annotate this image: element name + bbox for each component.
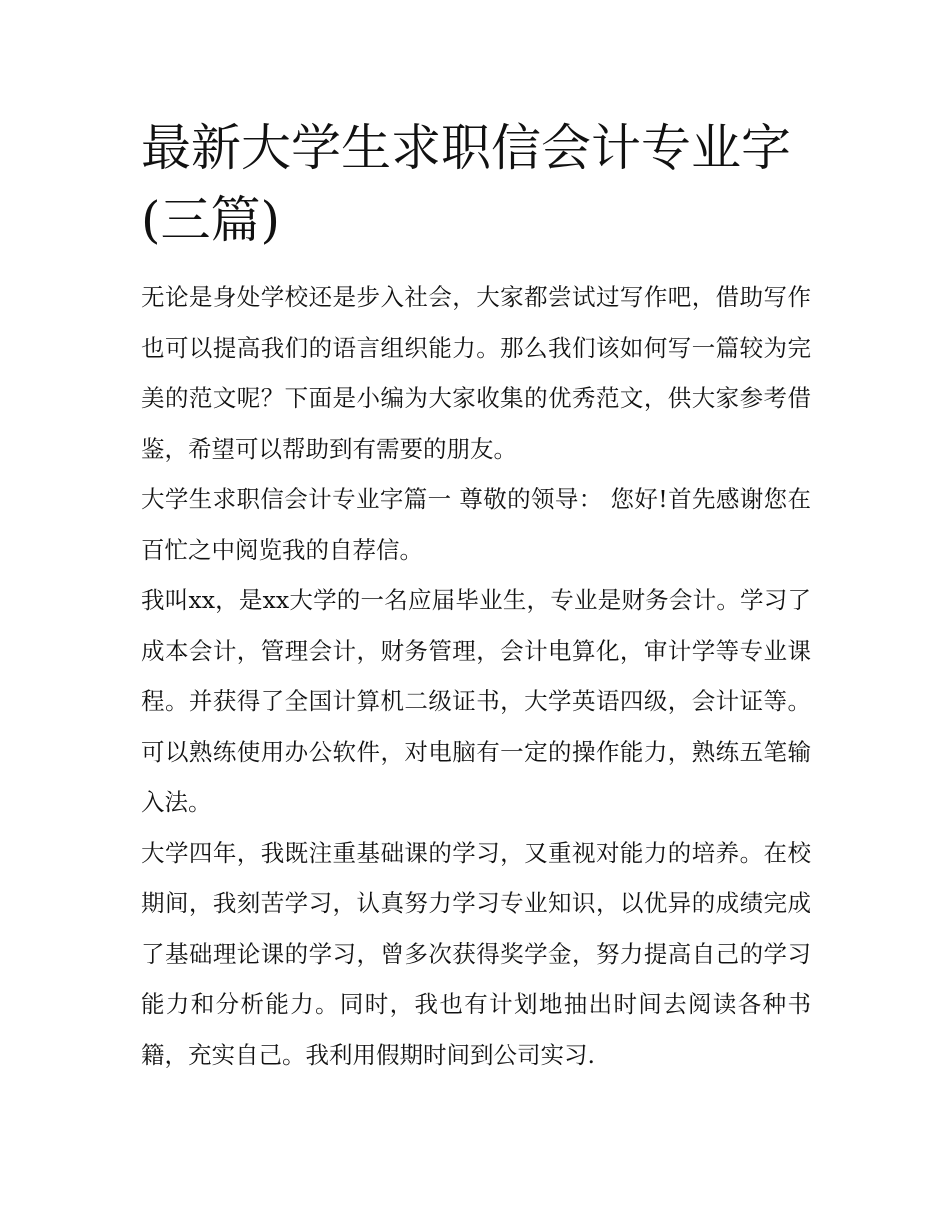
document-title: 最新大学生求职信会计专业字(三篇) — [141, 119, 791, 249]
letter-opening-paragraph: 大学生求职信会计专业字篇一 尊敬的领导： 您好!首先感谢您在百忙之中阅览我的自荐信。 — [141, 485, 811, 564]
university-experience-paragraph: 大学四年，我既注重基础课的学习，又重视对能力的培养。在校期间，我刻苦学习，认真努力学习专业知识，以优异的成绩完成了基础理论课的学习，曾多次获得奖学金，努力提高自己的学习能力和分析能力。同时，我也有计划地抽出时间去阅读各种书籍，充实自己。我利用假期时间到公司实习. — [141, 838, 811, 1069]
self-introduction-paragraph: 我叫xx，是xx大学的一名应届毕业生，专业是财务会计。学习了成本会计，管理会计，财务管理，会计电算化，审计学等专业课程。并获得了全国计算机二级证书，大学英语四级，会计证等。可以熟练使用办公软件，对电脑有一定的操作能力，熟练五笔输入法。 — [141, 586, 811, 816]
document-body — [141, 112, 811, 1080]
intro-paragraph: 无论是身处学校还是步入社会，大家都尝试过写作吧，借助写作也可以提高我们的语言组织能力。那么我们该如何写一篇较为完美的范文呢？下面是小编为大家收集的优秀范文，供大家参考借鉴，希望可以帮助到有需要的朋友。 — [141, 283, 811, 463]
